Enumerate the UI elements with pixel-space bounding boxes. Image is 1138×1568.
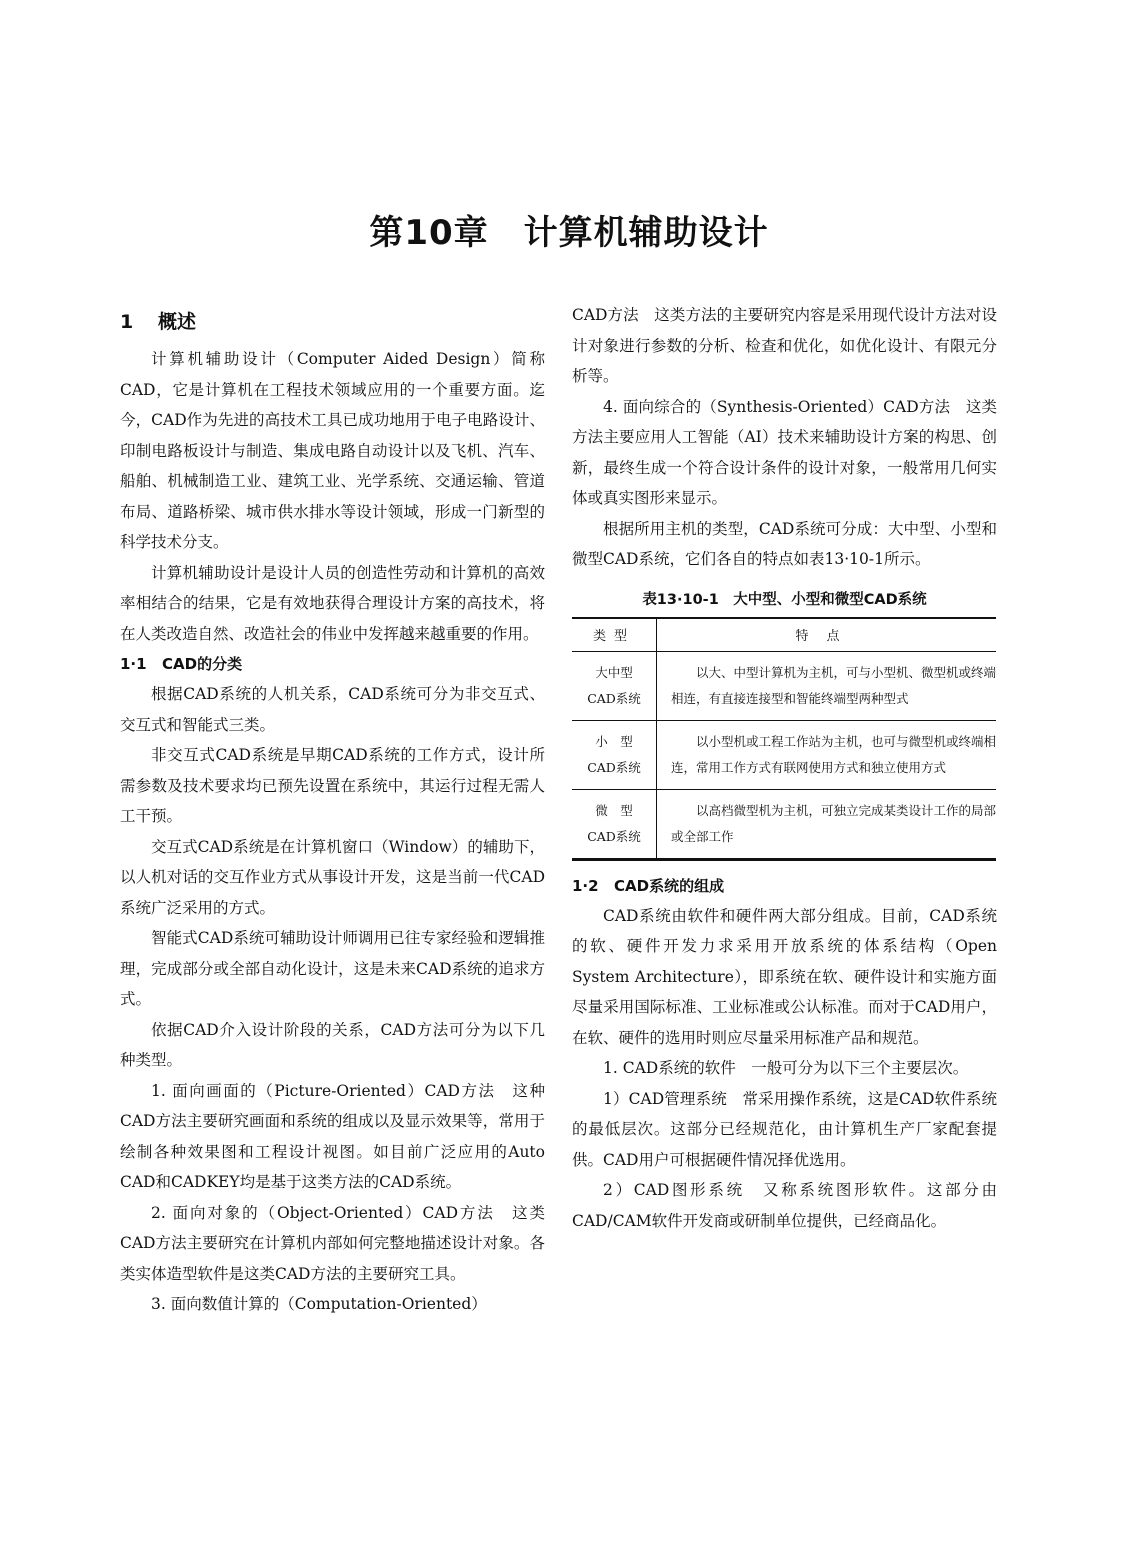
type-cell (572, 789, 657, 859)
type-cell (572, 720, 657, 789)
section-title: 概述 (158, 311, 197, 333)
paragraph: 根据CAD系统的人机关系，CAD系统可分为非交互式、交互式和智能式三类。 (120, 685, 545, 734)
paragraph: 根据所用主机的类型，CAD系统可分成：大中型、小型和微型CAD系统，它们各自的特点如表13·10-1所示。 (572, 519, 997, 568)
section-number: 1·1 (120, 655, 147, 673)
paragraph: 依据CAD介入设计阶段的关系，CAD方法可分为以下几种类型。 (120, 1020, 545, 1069)
left-column (120, 300, 545, 1320)
type-line: CAD系统 (587, 828, 641, 844)
type-cell (572, 651, 657, 720)
type-line: 小 型 (595, 733, 633, 749)
feature-cell: 以小型机或工程工作站为主机，也可与微型机或终端相连，常用工作方式有联网使用方式和独立使用方式 (657, 720, 997, 789)
table-row (572, 789, 996, 859)
section-heading-1-2 (572, 871, 997, 901)
table-header-row (572, 618, 996, 652)
section-number: 1 (120, 311, 134, 333)
paragraph: 计算机辅助设计（Computer Aided Design）简称CAD，它是计算机在工程技术领域应用的一个重要方面。迄今，CAD作为先进的高技术工具已成功地用于电子电路设计、印制电路板设计与制造、集成电路自动设计以及飞机、汽车、船舶、机械制造工业、建筑工业、光学系统、交通运输、管道布局、道路桥梁、城市供水排水等设计领域，形成一门新型的科学技术分支。 (120, 350, 545, 551)
type-line: 大中型 (595, 664, 633, 680)
type-line: 微 型 (595, 802, 633, 818)
paragraph: 计算机辅助设计是设计人员的创造性劳动和计算机的高效率相结合的结果，它是有效地获得合理设计方案的高技术，将在人类改造自然、改造社会的伟业中发挥越来越重要的作用。 (120, 563, 545, 643)
paragraph: 非交互式CAD系统是早期CAD系统的工作方式，设计所需参数及技术要求均已预先设置在系统中，其运行过程无需人工干预。 (120, 746, 545, 825)
feature-cell: 以高档微型机为主机，可独立完成某类设计工作的局部或全部工作 (671, 802, 997, 844)
cad-systems-table (572, 617, 996, 861)
section-heading-1-1 (120, 649, 545, 679)
paragraph: 2）CAD图形系统 又称系统图形软件。这部分由CAD/CAM软件开发商或研制单位提供，已经商品化。 (572, 1181, 997, 1230)
section-number: 1·2 (572, 876, 599, 895)
section-heading-1 (120, 300, 545, 344)
right-column (572, 300, 997, 1236)
feature-cell: 以大、中型计算机为主机，可与小型机、微型机或终端相连，有直接连接型和智能终端型两种型式 (657, 651, 997, 720)
section-title: CAD的分类 (162, 655, 243, 673)
paragraph: 1. 面向画面的（Picture-Oriented）CAD方法 这种CAD方法主要研究画面和系统的组成以及显示效果等，常用于绘制各种效果图和工程设计视图。如目前广泛应用的Auto CAD和CADKEY均是基于这类方法的CAD系统。 (120, 1081, 545, 1191)
header-type: 类型 (572, 618, 657, 652)
chapter-title: 第10章 计算机辅助设计 (369, 213, 769, 253)
paragraph: 交互式CAD系统是在计算机窗口（Window）的辅助下，以人机对话的交互作业方式从事设计开发，这是当前一代CAD系统广泛采用的方式。 (120, 837, 545, 917)
header-feature: 特点 (657, 618, 997, 652)
table-row (572, 720, 996, 789)
paragraph: 4. 面向综合的（Synthesis-Oriented）CAD方法 这类方法主要应用人工智能（AI）技术来辅助设计方案的构思、创新，最终生成一个符合设计条件的设计对象，一般常用几何实体或真实图形来显示。 (572, 397, 997, 507)
type-line: CAD系统 (587, 759, 641, 775)
type-line: CAD系统 (587, 690, 641, 706)
paragraph: 1）CAD管理系统 常采用操作系统，这是CAD软件系统的最低层次。这部分已经规范化，由计算机生产厂家配套提供。CAD用户可根据硬件情况择优选用。 (572, 1089, 997, 1169)
spacer (572, 861, 997, 871)
section-title: CAD系统的组成 (614, 876, 725, 895)
paragraph: CAD系统由软件和硬件两大部分组成。目前，CAD系统的软、硬件开发力求采用开放系统的体系结构（Open System Architecture），即系统在软、硬件设计和实施方面尽量采用国际标准、工业标准或公认标准。而对于CAD用户，在软、硬件的选用时则应尽量采用标准产品和规范。 (572, 906, 997, 1047)
paragraph: 智能式CAD系统可辅助设计师调用已往专家经验和逻辑推理，完成部分或全部自动化设计，这是未来CAD系统的追求方式。 (120, 929, 545, 1008)
paragraph: 1. CAD系统的软件 一般可分为以下三个主要层次。 (603, 1059, 969, 1077)
table-caption: 表13·10-1 大中型、小型和微型CAD系统 (642, 591, 927, 608)
paragraph: 2. 面向对象的（Object-Oriented）CAD方法 这类CAD方法主要研究在计算机内部如何完整地描述设计对象。各类实体造型软件是这类CAD方法的主要研究工具。 (120, 1203, 545, 1283)
paragraph: 3. 面向数值计算的（Computation-Oriented） (151, 1295, 487, 1313)
paragraph: CAD方法 这类方法的主要研究内容是采用现代设计方法对设计对象进行参数的分析、检查和优化，如优化设计、有限元分析等。 (572, 306, 997, 385)
table-row (572, 651, 996, 720)
